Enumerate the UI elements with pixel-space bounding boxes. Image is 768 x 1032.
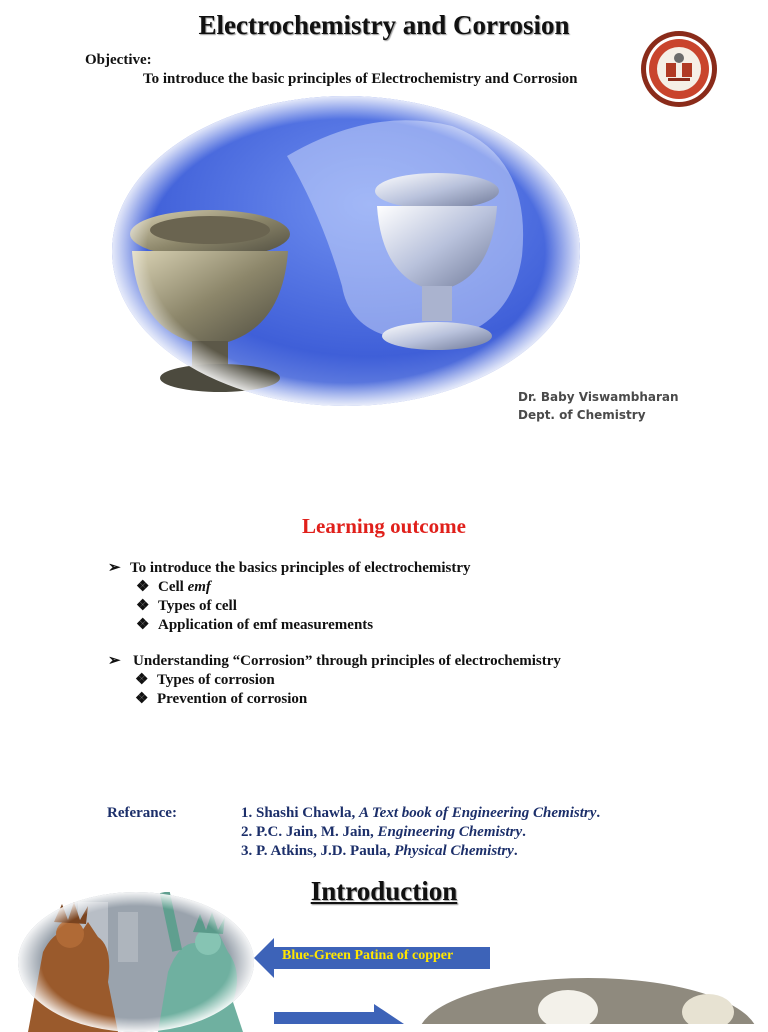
outcome-group-text: Understanding “Corrosion” through principles of electrochemistry	[133, 653, 561, 669]
reference-title: A Text book of Engineering Chemistry	[358, 805, 597, 821]
diamond-bullet-icon: ❖	[135, 672, 149, 688]
reference-authors: 3. P. Atkins, J.D. Paula,	[241, 843, 395, 859]
outcome-item	[135, 690, 307, 709]
outcome-item	[135, 671, 275, 690]
references-label: Referance:	[107, 805, 177, 821]
corrosion-photo-vessels	[112, 96, 580, 406]
outcome-item-emphasis: emf	[187, 579, 211, 595]
reference-title: Engineering Chemistry	[377, 824, 523, 840]
reference-suffix: .	[513, 843, 518, 859]
author-name: Dr. Baby Viswambharan	[518, 390, 679, 404]
arrow-bullet-icon: ➢	[108, 653, 121, 669]
corroded-object-photo	[418, 976, 758, 1024]
diamond-bullet-icon: ❖	[136, 579, 150, 595]
learning-outcome-heading: Learning outcome	[302, 514, 466, 538]
objective-label: Objective:	[85, 52, 152, 68]
outcome-item-text: Application of emf measurements	[158, 617, 374, 633]
reference-item	[241, 842, 600, 861]
arrow-bullet-icon: ➢	[108, 560, 121, 576]
author-dept: Dept. of Chemistry	[518, 408, 646, 422]
outcome-item	[136, 616, 373, 635]
outcome-item	[136, 597, 237, 616]
outcome-group-text: To introduce the basics principles of electrochemistry	[130, 560, 471, 576]
outcome-item-text: Cell	[158, 579, 188, 595]
reference-authors: 2. P.C. Jain, M. Jain,	[241, 824, 378, 840]
diamond-bullet-icon: ❖	[136, 598, 150, 614]
patina-callout-text: Blue-Green Patina of copper	[282, 948, 454, 963]
outcome-group-2	[108, 652, 561, 671]
reference-item	[241, 823, 600, 842]
reference-authors: 1. Shashi Chawla,	[241, 805, 359, 821]
diamond-bullet-icon: ❖	[135, 691, 149, 707]
introduction-heading: Introduction	[310, 876, 458, 906]
reference-item	[241, 804, 600, 823]
arrow-right-icon	[274, 1004, 404, 1024]
reference-suffix: .	[596, 805, 601, 821]
page-title: Electrochemistry and Corrosion	[198, 10, 570, 40]
statue-of-liberty-photo	[18, 892, 254, 1032]
author-block	[518, 388, 679, 424]
outcome-group-1	[108, 559, 471, 578]
reference-suffix: .	[522, 824, 526, 840]
institute-seal-logo	[640, 30, 718, 108]
objective-text: To introduce the basic principles of Electrochemistry and Corrosion	[143, 71, 578, 87]
reference-title: Physical Chemistry	[394, 843, 514, 859]
outcome-item	[136, 578, 211, 597]
outcome-item-text: Prevention of corrosion	[157, 691, 308, 707]
diamond-bullet-icon: ❖	[136, 617, 150, 633]
outcome-item-text: Types of cell	[158, 598, 237, 614]
outcome-item-text: Types of corrosion	[157, 672, 275, 688]
references-list	[241, 804, 600, 861]
